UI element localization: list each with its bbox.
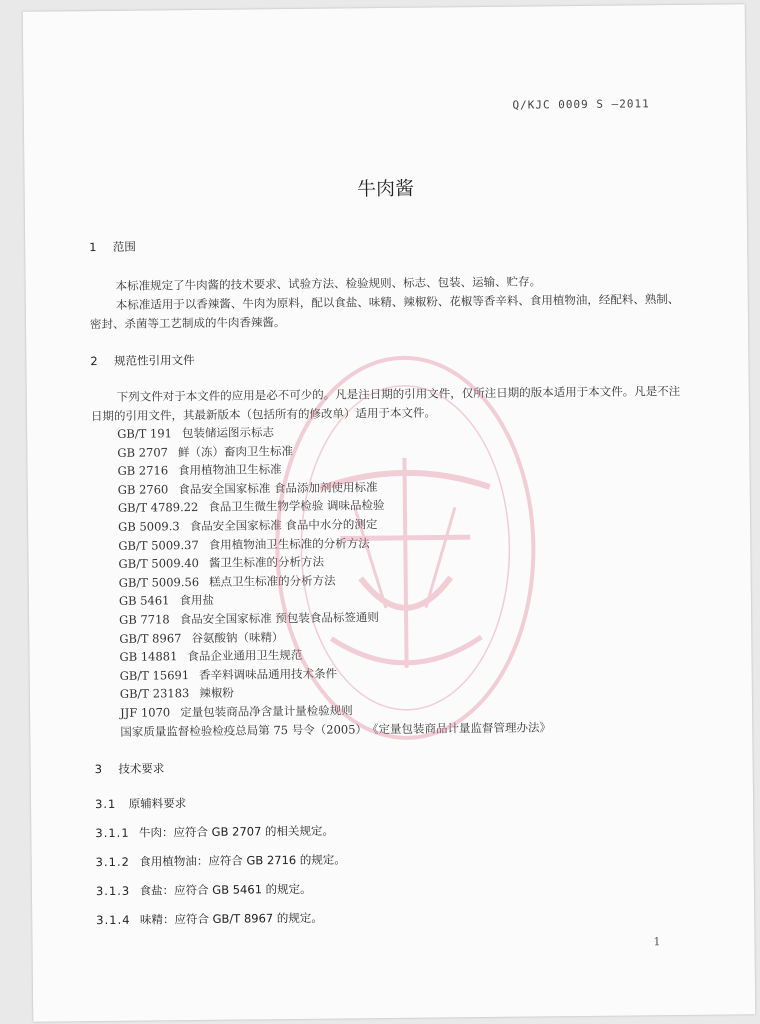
section-1-heading [89,239,136,255]
reference-code: GB 2707 [117,444,168,460]
requirement-item [96,910,323,928]
reference-title: 食用盐 [179,593,215,608]
reference-code: GB 2716 [117,463,169,479]
reference-list [117,420,551,741]
requirement-item [96,851,346,870]
document-title: 牛肉酱 [356,177,415,201]
requirement-number: 3.1.2 [95,854,130,870]
subsection-number: 3.1 [94,796,117,812]
reference-code: GB/T 191 [117,426,173,441]
reference-code: GB/T 15691 [119,667,190,683]
document-number: Q/KJC 0009 S —2011 [512,97,650,112]
reference-title: 食品安全国家标准 食品添加剂使用标准 [178,479,378,496]
reference-title: 定量包装商品净含量计量检验规则 [180,703,353,720]
section-title: 范围 [112,239,136,254]
reference-title: 酱卫生标准的分析方法 [208,554,324,571]
scope-paragraph-2: 本标准适用于以香辣酱、牛肉为原料，配以食盐、味精、辣椒粉、花椒等香辛料、食用植物油，经配料、熟制、密封、杀菌等工艺制成的牛肉香辣酱。 [89,291,680,332]
section-3-heading [95,760,165,777]
reference-title: 食品企业通用卫生规范 [187,648,303,664]
reference-title: 食用植物油卫生标准 [178,462,282,478]
scope-paragraph-1: 本标准规定了牛肉酱的技术要求、试验方法、检验规则、标志、包装、运输、贮存。 [115,274,542,293]
subsection-3-1-heading [95,795,186,812]
reference-title: 鲜（冻）畜肉卫生标准 [177,443,293,459]
reference-title: 食用植物油卫生标准的分析方法 [208,535,370,552]
reference-code: GB 14881 [119,649,178,664]
section-number: 2 [90,354,98,369]
subsection-title: 原辅料要求 [128,796,187,811]
section-number: 1 [89,240,97,255]
requirement-text: 牛肉：应符合 GB 2707 的相关规定。 [138,823,335,840]
references-intro: 下列文件对于本文件的应用是必不可少的。凡是注日期的引用文件，仅所注日期的版本适用于本文件。凡是不注日期的引用文件，其最新版本（包括所有的修改单）适用于本文件。 [90,383,681,424]
requirement-number: 3.1.1 [95,825,130,841]
reference-title: 辣椒粉 [199,685,234,701]
reference-title: 香辛料调味品通用技术条件 [199,666,338,682]
reference-code: GB/T 8967 [119,630,182,646]
reference-code: GB/T 23183 [119,686,190,702]
requirement-text: 食盐：应符合 GB 5461 的规定。 [139,881,312,898]
reference-title: 食品安全国家标准 预包装食品标签通则 [179,610,379,627]
reference-code: GB 5461 [118,593,170,609]
section-number: 3 [94,762,103,777]
page-number: 1 [653,935,661,949]
section-title: 规范性引用文件 [113,353,195,368]
reference-code: 国家质量监督检验检疫总局第 75 号令（2005） [120,721,368,739]
reference-item [120,718,551,741]
requirement-item [96,881,312,899]
reference-code: GB/T 5009.37 [118,537,199,553]
requirement-text: 食用植物油：应符合 GB 2716 的规定。 [139,852,346,869]
reference-code: GB 5009.3 [118,519,180,534]
section-2-heading [90,352,194,369]
reference-code: GB/T 4789.22 [117,500,199,516]
reference-code: JJF 1070 [120,705,171,720]
reference-title: 糕点卫生标准的分析方法 [209,573,336,589]
requirement-number: 3.1.4 [96,912,131,928]
requirement-item [95,823,334,841]
reference-title: 食品安全国家标准 食品中水分的测定 [189,517,378,534]
reference-code: GB/T 5009.56 [118,574,200,590]
reference-title: 包装储运图示标志 [181,425,275,441]
reference-title: 《定量包装商品计量监督管理办法》 [366,719,552,736]
reference-title: 食品卫生微生物学检验 调味品检验 [208,498,385,515]
reference-code: GB 2760 [117,482,169,497]
reference-code: GB/T 5009.40 [118,556,199,571]
reference-code: GB 7718 [119,612,170,627]
requirement-number: 3.1.3 [95,883,131,899]
document-page [23,4,756,1022]
reference-title: 谷氨酸钠（味精） [191,629,284,645]
section-title: 技术要求 [118,761,165,776]
requirement-text: 味精：应符合 GB/T 8967 的规定。 [139,910,323,927]
